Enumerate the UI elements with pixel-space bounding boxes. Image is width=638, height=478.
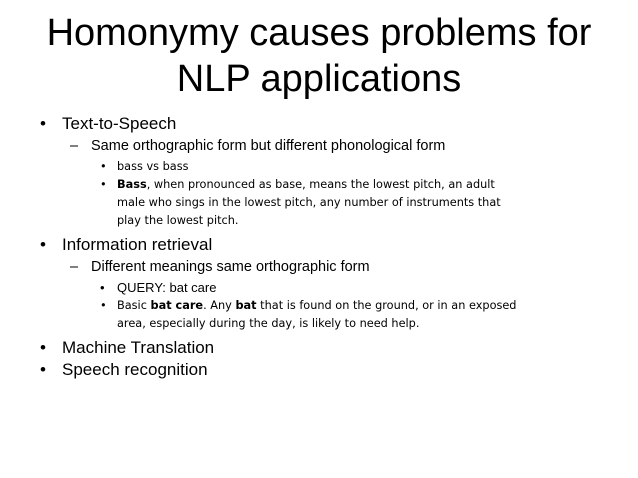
bullet-dot-icon: •: [100, 299, 107, 312]
bullet-dot-icon: •: [100, 160, 107, 173]
sub-bullet-orthographic-form: [70, 137, 620, 156]
title-line-1: Homonymy causes problems for: [46, 12, 592, 54]
bullet-information-retrieval: [40, 234, 620, 256]
title-line-2: NLP applications: [176, 58, 462, 100]
bullet-dot-icon: •: [40, 114, 46, 133]
example-bold-term: Bass: [117, 178, 147, 191]
dash-icon: –: [70, 138, 79, 154]
example-bass-vs-bass: [100, 158, 517, 176]
example-text: QUERY: bat care: [117, 280, 217, 295]
bullet-label: Speech recognition: [62, 360, 208, 379]
example-query: [100, 279, 517, 297]
bullet-machine-translation: [40, 337, 620, 359]
bullet-dot-icon: •: [40, 360, 46, 379]
slide-title: [20, 10, 618, 102]
sub-bullet-label: Different meanings same orthographic form: [91, 259, 370, 275]
example-text: bass vs bass: [117, 160, 189, 173]
sub-bullet-label: Same orthographic form but different phonological form: [91, 138, 446, 154]
bullet-dot-icon: •: [100, 178, 107, 191]
bullet-speech-recognition: [40, 359, 620, 381]
example-text-c: . Any: [203, 299, 236, 312]
bullet-dot-icon: •: [100, 280, 105, 295]
example-text: , when pronounced as base, means the lowest pitch, an adult male who sings in the lowest pitch, any number of instruments that play the lowest pitch.: [117, 178, 501, 227]
slide-body: [40, 113, 620, 381]
dash-icon: –: [70, 259, 79, 275]
sub-bullet-different-meanings: [70, 258, 620, 277]
example-text-d: that is found on the ground, or in an exposed area, especially during the day, is likely to need help.: [117, 299, 517, 330]
example-bat-care: [100, 297, 517, 333]
example-bold-term-2: bat: [235, 299, 257, 312]
example-bass-definition: [100, 176, 517, 230]
bullet-label: Information retrieval: [62, 235, 213, 254]
bullet-label: Text-to-Speech: [62, 114, 177, 133]
bullet-dot-icon: •: [40, 235, 46, 254]
example-bold-term: bat care: [150, 299, 204, 312]
bullet-label: Machine Translation: [62, 338, 215, 357]
example-text-a: Basic: [117, 299, 151, 312]
bullet-dot-icon: •: [40, 338, 46, 357]
bullet-text-to-speech: [40, 113, 620, 135]
